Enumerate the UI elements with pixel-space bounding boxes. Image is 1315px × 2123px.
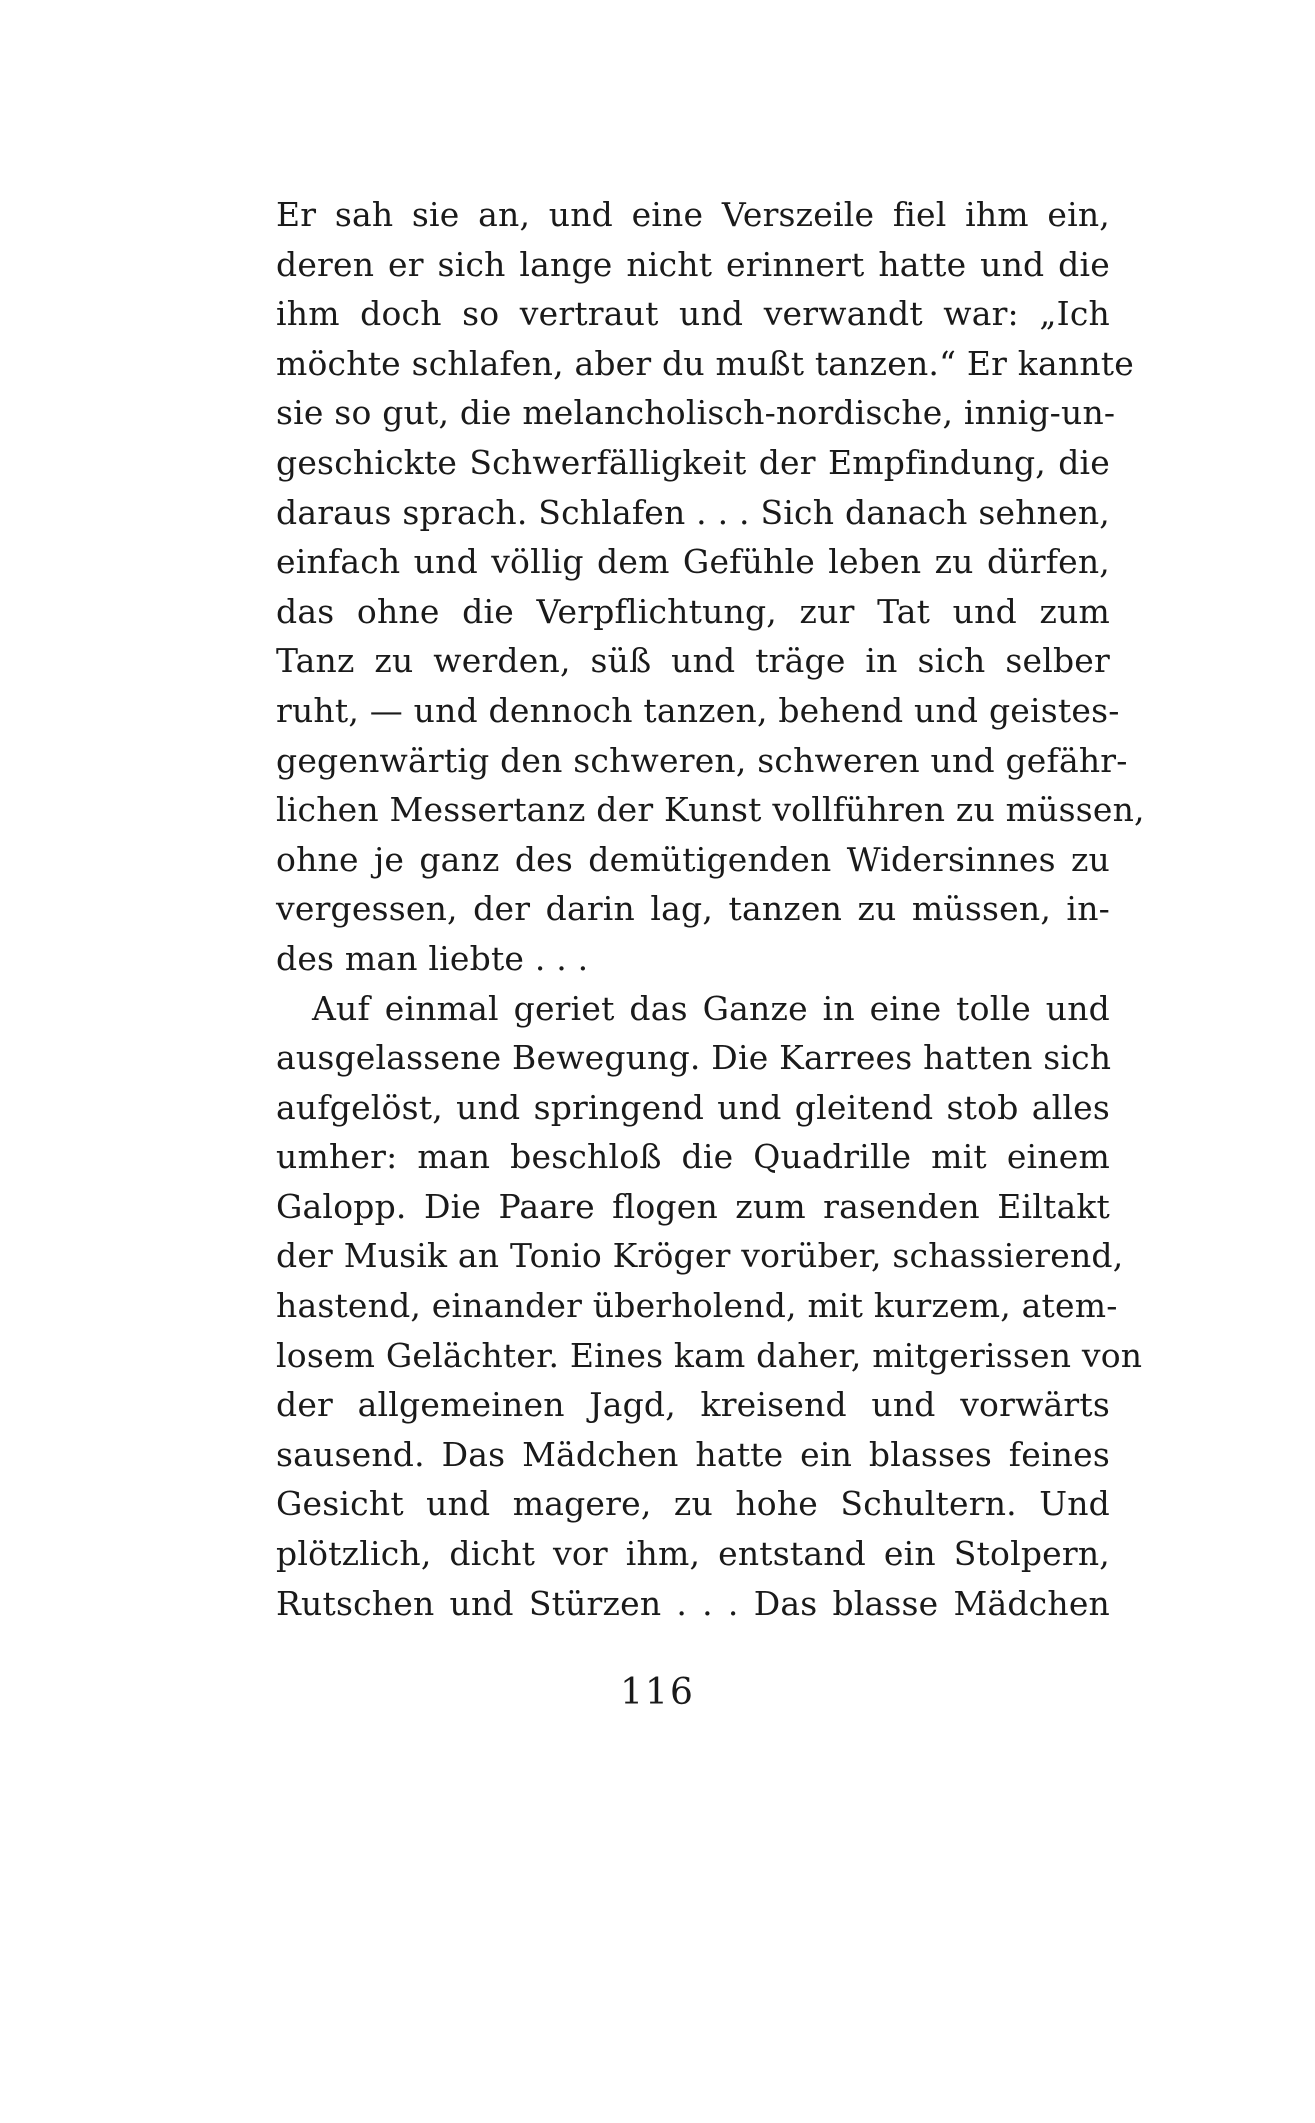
body-text [276, 190, 1145, 1628]
text-line: losem Gelächter. Eines kam daher, mitgerissen von [276, 1335, 1143, 1375]
text-line: des man liebte . . . [276, 938, 589, 978]
text-line: Er sah sie an, und eine Verszeile fiel ihm ein, [276, 195, 1110, 234]
text-line: sie so gut, die melancholisch-nordische, innig-un- [276, 393, 1116, 433]
text-line: gegenwärtig den schweren, schweren und gefähr- [276, 740, 1128, 780]
text-line: umher: man beschloß die Quadrille mit einem [276, 1137, 1110, 1177]
text-line: ohne je ganz des demütigenden Widersinnes zu [276, 839, 1110, 879]
page-number: 116 [620, 1672, 695, 1713]
text-line: Auf einmal geriet das Ganze in eine tolle und [312, 988, 1110, 1028]
text-line: geschickte Schwerfälligkeit der Empfindung, die [276, 442, 1110, 482]
text-line: der Musik an Tonio Kröger vorüber, schassierend, [276, 1236, 1124, 1276]
text-line: der allgemeinen Jagd, kreisend und vorwärts [276, 1385, 1110, 1425]
text-line: Tanz zu werden, süß und träge in sich selber [276, 641, 1110, 681]
text-line: deren er sich lange nicht erinnert hatte und die [276, 244, 1110, 284]
text-line: daraus sprach. Schlafen . . . Sich danach sehnen, [276, 492, 1110, 532]
text-line: ruht, — und dennoch tanzen, behend und geistes- [276, 690, 1120, 730]
text-line: Galopp. Die Paare flogen zum rasenden Eiltakt [276, 1186, 1110, 1226]
text-line: das ohne die Verpflichtung, zur Tat und zum [276, 591, 1110, 631]
paragraph-2 [276, 984, 1143, 1629]
text-line: möchte schlafen, aber du mußt tanzen.“ Er kannte [276, 343, 1134, 383]
text-line: vergessen, der darin lag, tanzen zu müssen, in- [276, 889, 1110, 929]
text-line: Rutschen und Stürzen . . . Das blasse Mädchen [276, 1583, 1110, 1623]
text-line: sausend. Das Mädchen hatte ein blasses feines [276, 1434, 1110, 1474]
text-line: Gesicht und magere, zu hohe Schultern. Und [276, 1484, 1110, 1524]
paragraph-1 [276, 190, 1145, 984]
text-line: hastend, einander überholend, mit kurzem, atem- [276, 1286, 1118, 1326]
text-line: ihm doch so vertraut und verwandt war: „Ich [276, 294, 1110, 334]
text-line: einfach und völlig dem Gefühle leben zu dürfen, [276, 542, 1110, 582]
text-line: lichen Messertanz der Kunst vollführen zu müssen, [276, 790, 1145, 830]
text-line: ausgelassene Bewegung. Die Karrees hatten sich [276, 1038, 1112, 1078]
text-line: aufgelöst, und springend und gleitend stob alles [276, 1087, 1110, 1127]
text-line: plötzlich, dicht vor ihm, entstand ein Stolpern, [276, 1534, 1110, 1574]
